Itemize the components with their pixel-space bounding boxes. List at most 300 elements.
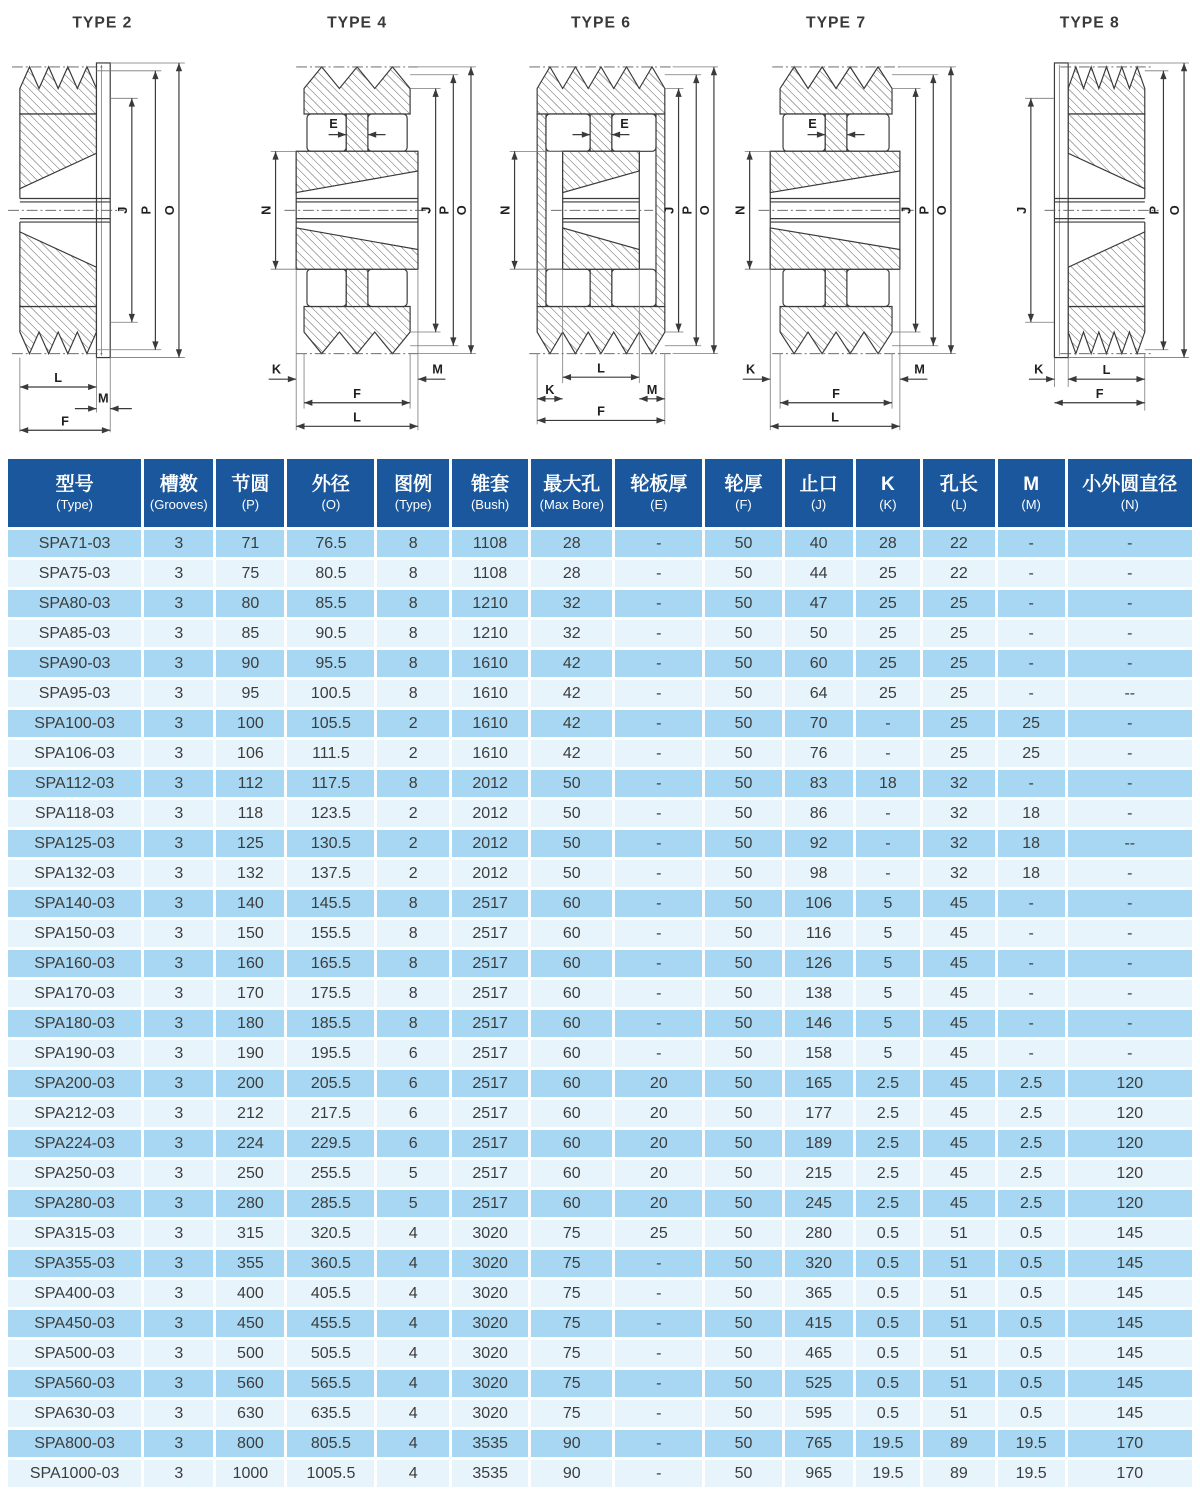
dim-label: M [646,381,658,397]
cell-r15-c1: 3 [144,977,216,1007]
dim-label: O [162,205,178,216]
cell-r21-c6: 60 [531,1157,615,1187]
cell-r16-c1: 3 [144,1007,216,1037]
dim-arrow [402,400,410,406]
cell-r18-c6: 60 [531,1067,615,1097]
cell-r30-c12: 19.5 [998,1427,1068,1457]
cell-r0-c8: 50 [705,527,784,557]
dim-arrow [711,345,717,353]
drawing-type-8 [960,6,1196,446]
dim-arrow [656,396,664,402]
cell-r13-c10: 5 [856,917,923,947]
cell-r4-c7: - [615,647,705,677]
cell-r10-c10: - [856,827,923,857]
table-row [8,1247,1192,1277]
column-title-zh: K [881,473,895,495]
dim-arrow [1054,400,1062,406]
dim-arrow [296,423,304,429]
cell-r16-c8: 50 [705,1007,784,1037]
cell-r12-c13: - [1068,887,1192,917]
cell-r17-c2: 190 [216,1037,287,1067]
column-title-en: (N) [1120,497,1139,513]
cell-r6-c4: 2 [377,707,452,737]
column-header-2 [216,459,287,527]
cell-r13-c0: SPA150-03 [8,917,144,947]
cell-r15-c13: - [1068,977,1192,1007]
column-header-13 [1068,459,1192,527]
cell-r13-c1: 3 [144,917,216,947]
cell-r30-c13: 170 [1068,1427,1192,1457]
drawing-shape [1068,114,1145,189]
cell-r27-c11: 51 [923,1337,998,1367]
column-title-en: (J) [811,497,827,513]
cell-r18-c13: 120 [1068,1067,1192,1097]
drawing-shape [346,269,368,306]
pulley-drawing-svg [721,6,957,443]
drawing-title: TYPE 2 [72,14,133,32]
cell-r15-c4: 8 [377,977,452,1007]
dim-arrow [563,374,571,380]
dim-arrow [693,75,699,83]
cell-r22-c5: 2517 [452,1187,531,1217]
dim-arrow [110,405,118,411]
cell-r5-c2: 95 [216,677,287,707]
cell-r31-c5: 3535 [452,1457,531,1487]
column-header-11 [923,459,998,527]
cell-r4-c4: 8 [377,647,452,677]
cell-r9-c10: - [856,797,923,827]
table-row [8,1217,1192,1247]
cell-r19-c10: 2.5 [856,1097,923,1127]
cell-r8-c1: 3 [144,767,216,797]
cell-r5-c1: 3 [144,677,216,707]
cell-r5-c5: 1610 [452,677,531,707]
cell-r8-c9: 83 [785,767,856,797]
cell-r31-c7: - [615,1457,705,1487]
cell-r30-c1: 3 [144,1427,216,1457]
dim-arrow [176,349,182,357]
cell-r12-c8: 50 [705,887,784,917]
dim-label: J [418,206,434,214]
cell-r19-c9: 177 [785,1097,856,1127]
dim-arrow [410,423,418,429]
cell-r0-c2: 71 [216,527,287,557]
dim-label: F [597,403,605,419]
cell-r28-c12: 0.5 [998,1367,1068,1397]
table-row [8,1097,1192,1127]
dim-arrow [450,75,456,83]
cell-r12-c7: - [615,887,705,917]
cell-r18-c10: 2.5 [856,1067,923,1097]
cell-r23-c3: 320.5 [287,1217,377,1247]
dim-arrow [1160,71,1166,79]
cell-r4-c13: - [1068,647,1192,677]
cell-r30-c6: 90 [531,1427,615,1457]
cell-r9-c7: - [615,797,705,827]
cell-r27-c4: 4 [377,1337,452,1367]
cell-r9-c2: 118 [216,797,287,827]
cell-r4-c3: 95.5 [287,647,377,677]
cell-r7-c6: 42 [531,737,615,767]
table-row [8,1037,1192,1067]
cell-r1-c9: 44 [785,557,856,587]
table-row [8,857,1192,887]
drawing-shape [847,269,889,306]
column-title-en: (P) [241,497,260,513]
table-row [8,1367,1192,1397]
cell-r25-c7: - [615,1277,705,1307]
cell-r0-c0: SPA71-03 [8,527,144,557]
cell-r3-c12: - [998,617,1068,647]
cell-r3-c4: 8 [377,617,452,647]
cell-r24-c1: 3 [144,1247,216,1277]
cell-r11-c9: 98 [785,857,856,887]
cell-r13-c8: 50 [705,917,784,947]
dim-label: L [597,360,605,376]
drawing-shape [590,114,612,151]
pulley-drawing-svg [4,6,240,443]
cell-r6-c1: 3 [144,707,216,737]
column-title-zh: 小外圆直径 [1082,473,1178,495]
cell-r24-c9: 320 [785,1247,856,1277]
cell-r15-c11: 45 [923,977,998,1007]
cell-r26-c12: 0.5 [998,1307,1068,1337]
dim-arrow [1160,341,1166,349]
cell-r1-c7: - [615,557,705,587]
cell-r5-c6: 42 [531,677,615,707]
cell-r8-c6: 50 [531,767,615,797]
cell-r22-c7: 20 [615,1187,705,1217]
cell-r7-c3: 111.5 [287,737,377,767]
cell-r12-c3: 145.5 [287,887,377,917]
dim-arrow [693,337,699,345]
dim-arrow [711,67,717,75]
table-row [8,1187,1192,1217]
cell-r17-c3: 195.5 [287,1037,377,1067]
cell-r22-c2: 280 [216,1187,287,1217]
drawing-shape [20,114,97,189]
cell-r12-c6: 60 [531,887,615,917]
cell-r5-c7: - [615,677,705,707]
cell-r1-c6: 28 [531,557,615,587]
pulley-drawing-svg [960,6,1196,443]
spec-table-header [8,459,1192,527]
cell-r29-c13: 145 [1068,1397,1192,1427]
spec-table [8,459,1192,1487]
dim-arrow [770,423,778,429]
cell-r23-c11: 51 [923,1217,998,1247]
cell-r14-c2: 160 [216,947,287,977]
cell-r5-c8: 50 [705,677,784,707]
column-title-zh: 止口 [799,473,838,495]
cell-r7-c8: 50 [705,737,784,767]
cell-r27-c3: 505.5 [287,1337,377,1367]
cell-r1-c10: 25 [856,557,923,587]
column-title-en: (L) [950,497,967,513]
drawing-type-6 [482,6,718,446]
column-title-en: (Type) [56,497,93,513]
cell-r31-c11: 89 [923,1457,998,1487]
cell-r11-c11: 32 [923,857,998,887]
cell-r23-c7: 25 [615,1217,705,1247]
dim-arrow [288,376,296,382]
cell-r11-c12: 18 [998,857,1068,887]
column-title-en: (Type) [394,497,432,513]
dim-label: J [1013,206,1029,214]
cell-r27-c7: - [615,1337,705,1367]
table-row [8,1127,1192,1157]
cell-r27-c10: 0.5 [856,1337,923,1367]
cell-r2-c2: 80 [216,587,287,617]
cell-r24-c0: SPA355-03 [8,1247,144,1277]
column-header-9 [785,459,856,527]
dim-label: M [914,361,925,377]
column-title-en: (K) [879,497,897,513]
cell-r3-c1: 3 [144,617,216,647]
dim-label: O [697,205,713,216]
cell-r4-c6: 42 [531,647,615,677]
table-row [8,767,1192,797]
column-title-zh: 孔长 [939,473,978,495]
cell-r0-c6: 28 [531,527,615,557]
cell-r24-c4: 4 [377,1247,452,1277]
cell-r3-c6: 32 [531,617,615,647]
table-row [8,797,1192,827]
cell-r28-c8: 50 [705,1367,784,1397]
column-header-1 [144,459,216,527]
cell-r14-c4: 8 [377,947,452,977]
dim-label: J [114,206,130,214]
cell-r8-c3: 117.5 [287,767,377,797]
table-row [8,1427,1192,1457]
pulley-drawing-svg [482,6,718,443]
cell-r22-c3: 285.5 [287,1187,377,1217]
cell-r26-c4: 4 [377,1307,452,1337]
dim-arrow [1136,400,1144,406]
cell-r30-c4: 4 [377,1427,452,1457]
column-title-en: (M) [1021,497,1041,513]
cell-r5-c0: SPA95-03 [8,677,144,707]
cell-r14-c6: 60 [531,947,615,977]
cell-r1-c2: 75 [216,557,287,587]
cell-r26-c13: 145 [1068,1307,1192,1337]
cell-r3-c2: 85 [216,617,287,647]
cell-r24-c6: 75 [531,1247,615,1277]
cell-r26-c1: 3 [144,1307,216,1337]
cell-r22-c4: 5 [377,1187,452,1217]
cell-r1-c3: 80.5 [287,557,377,587]
cell-r0-c10: 28 [856,527,923,557]
cell-r25-c2: 400 [216,1277,287,1307]
dim-arrow [1181,349,1187,357]
dim-arrow [537,396,545,402]
cell-r23-c5: 3020 [452,1217,531,1247]
cell-r2-c0: SPA80-03 [8,587,144,617]
cell-r13-c13: - [1068,917,1192,947]
table-row [8,917,1192,947]
cell-r21-c8: 50 [705,1157,784,1187]
cell-r26-c9: 415 [785,1307,856,1337]
cell-r17-c11: 45 [923,1037,998,1067]
cell-r20-c2: 224 [216,1127,287,1157]
cell-r2-c4: 8 [377,587,452,617]
cell-r30-c7: - [615,1427,705,1457]
cell-r26-c2: 450 [216,1307,287,1337]
cell-r0-c1: 3 [144,527,216,557]
cell-r23-c8: 50 [705,1217,784,1247]
column-title-en: (O) [321,497,341,513]
cell-r29-c3: 635.5 [287,1397,377,1427]
dim-label: L [1102,362,1111,378]
cell-r18-c12: 2.5 [998,1067,1068,1097]
cell-r0-c3: 76.5 [287,527,377,557]
cell-r7-c13: - [1068,737,1192,767]
column-header-4 [377,459,452,527]
cell-r7-c7: - [615,737,705,767]
groove-profile [537,67,665,114]
cell-r31-c6: 90 [531,1457,615,1487]
dim-arrow [88,384,96,390]
cell-r19-c1: 3 [144,1097,216,1127]
cell-r31-c8: 50 [705,1457,784,1487]
dim-arrow [656,417,664,423]
cell-r29-c0: SPA630-03 [8,1397,144,1427]
cell-r16-c5: 2517 [452,1007,531,1037]
cell-r13-c2: 150 [216,917,287,947]
cell-r29-c5: 3020 [452,1397,531,1427]
dim-label: P [679,206,695,215]
cell-r2-c7: - [615,587,705,617]
cell-r2-c1: 3 [144,587,216,617]
cell-r21-c12: 2.5 [998,1157,1068,1187]
cell-r9-c9: 86 [785,797,856,827]
cell-r18-c2: 200 [216,1067,287,1097]
dim-label: P [138,206,154,215]
cell-r7-c4: 2 [377,737,452,767]
column-header-3 [287,459,377,527]
cell-r0-c12: - [998,527,1068,557]
cell-r3-c0: SPA85-03 [8,617,144,647]
table-row [8,707,1192,737]
cell-r0-c5: 1108 [452,527,531,557]
dim-arrow [304,400,312,406]
dim-label: M [98,390,109,406]
cell-r22-c10: 2.5 [856,1187,923,1217]
cell-r25-c5: 3020 [452,1277,531,1307]
table-row [8,887,1192,917]
cell-r17-c4: 6 [377,1037,452,1067]
dim-label: F [1095,385,1104,401]
cell-r14-c7: - [615,947,705,977]
column-title-en: (Bush) [470,497,510,513]
table-row [8,557,1192,587]
table-row [8,737,1192,767]
table-row [8,1397,1192,1427]
cell-r26-c8: 50 [705,1307,784,1337]
cell-r20-c11: 45 [923,1127,998,1157]
dim-label: F [832,385,840,401]
cell-r15-c8: 50 [705,977,784,1007]
column-header-12 [998,459,1068,527]
cell-r18-c4: 6 [377,1067,452,1097]
cell-r7-c11: 25 [923,737,998,767]
dim-label: N [732,205,748,215]
cell-r26-c0: SPA450-03 [8,1307,144,1337]
cell-r29-c7: - [615,1397,705,1427]
cell-r9-c3: 123.5 [287,797,377,827]
dim-arrow [1046,376,1054,382]
cell-r13-c4: 8 [377,917,452,947]
cell-r14-c5: 2517 [452,947,531,977]
dim-arrow [176,63,182,71]
drawing-type-4 [243,6,479,446]
cell-r26-c6: 75 [531,1307,615,1337]
cell-r16-c0: SPA180-03 [8,1007,144,1037]
cell-r2-c9: 47 [785,587,856,617]
cell-r10-c6: 50 [531,827,615,857]
cell-r28-c2: 560 [216,1367,287,1397]
cell-r6-c11: 25 [923,707,998,737]
cell-r10-c2: 125 [216,827,287,857]
cell-r10-c8: 50 [705,827,784,857]
dim-arrow [675,88,681,96]
cell-r24-c2: 355 [216,1247,287,1277]
dim-arrow [1136,376,1144,382]
column-header-6 [531,459,615,527]
cell-r29-c2: 630 [216,1397,287,1427]
drawing-shape [612,269,656,306]
groove-profile [537,306,665,353]
cell-r18-c7: 20 [615,1067,705,1097]
cell-r27-c0: SPA500-03 [8,1337,144,1367]
cell-r30-c0: SPA800-03 [8,1427,144,1457]
cell-r8-c8: 50 [705,767,784,797]
table-row [8,1157,1192,1187]
cell-r20-c12: 2.5 [998,1127,1068,1157]
dim-label: L [54,370,63,386]
cell-r28-c9: 525 [785,1367,856,1397]
cell-r28-c10: 0.5 [856,1367,923,1397]
cell-r30-c5: 3535 [452,1427,531,1457]
cell-r8-c11: 32 [923,767,998,797]
dim-label: J [898,206,914,214]
dim-label: E [620,115,629,131]
cell-r28-c1: 3 [144,1367,216,1397]
cell-r18-c3: 205.5 [287,1067,377,1097]
cell-r2-c5: 1210 [452,587,531,617]
cell-r27-c8: 50 [705,1337,784,1367]
cell-r24-c11: 51 [923,1247,998,1277]
cell-r10-c11: 32 [923,827,998,857]
cell-r1-c4: 8 [377,557,452,587]
cell-r3-c11: 25 [923,617,998,647]
cell-r29-c8: 50 [705,1397,784,1427]
dim-arrow [912,88,918,96]
dim-arrow [746,261,752,269]
cell-r4-c0: SPA90-03 [8,647,144,677]
groove-profile [1068,306,1145,353]
cell-r11-c10: - [856,857,923,887]
dim-arrow [129,314,135,322]
cell-r0-c9: 40 [785,527,856,557]
column-title-zh: 槽数 [159,473,198,495]
cell-r10-c3: 130.5 [287,827,377,857]
dim-arrow [1028,98,1034,106]
cell-r12-c5: 2517 [452,887,531,917]
column-title-zh: 轮板厚 [630,473,688,495]
cell-r20-c1: 3 [144,1127,216,1157]
cell-r18-c0: SPA200-03 [8,1067,144,1097]
